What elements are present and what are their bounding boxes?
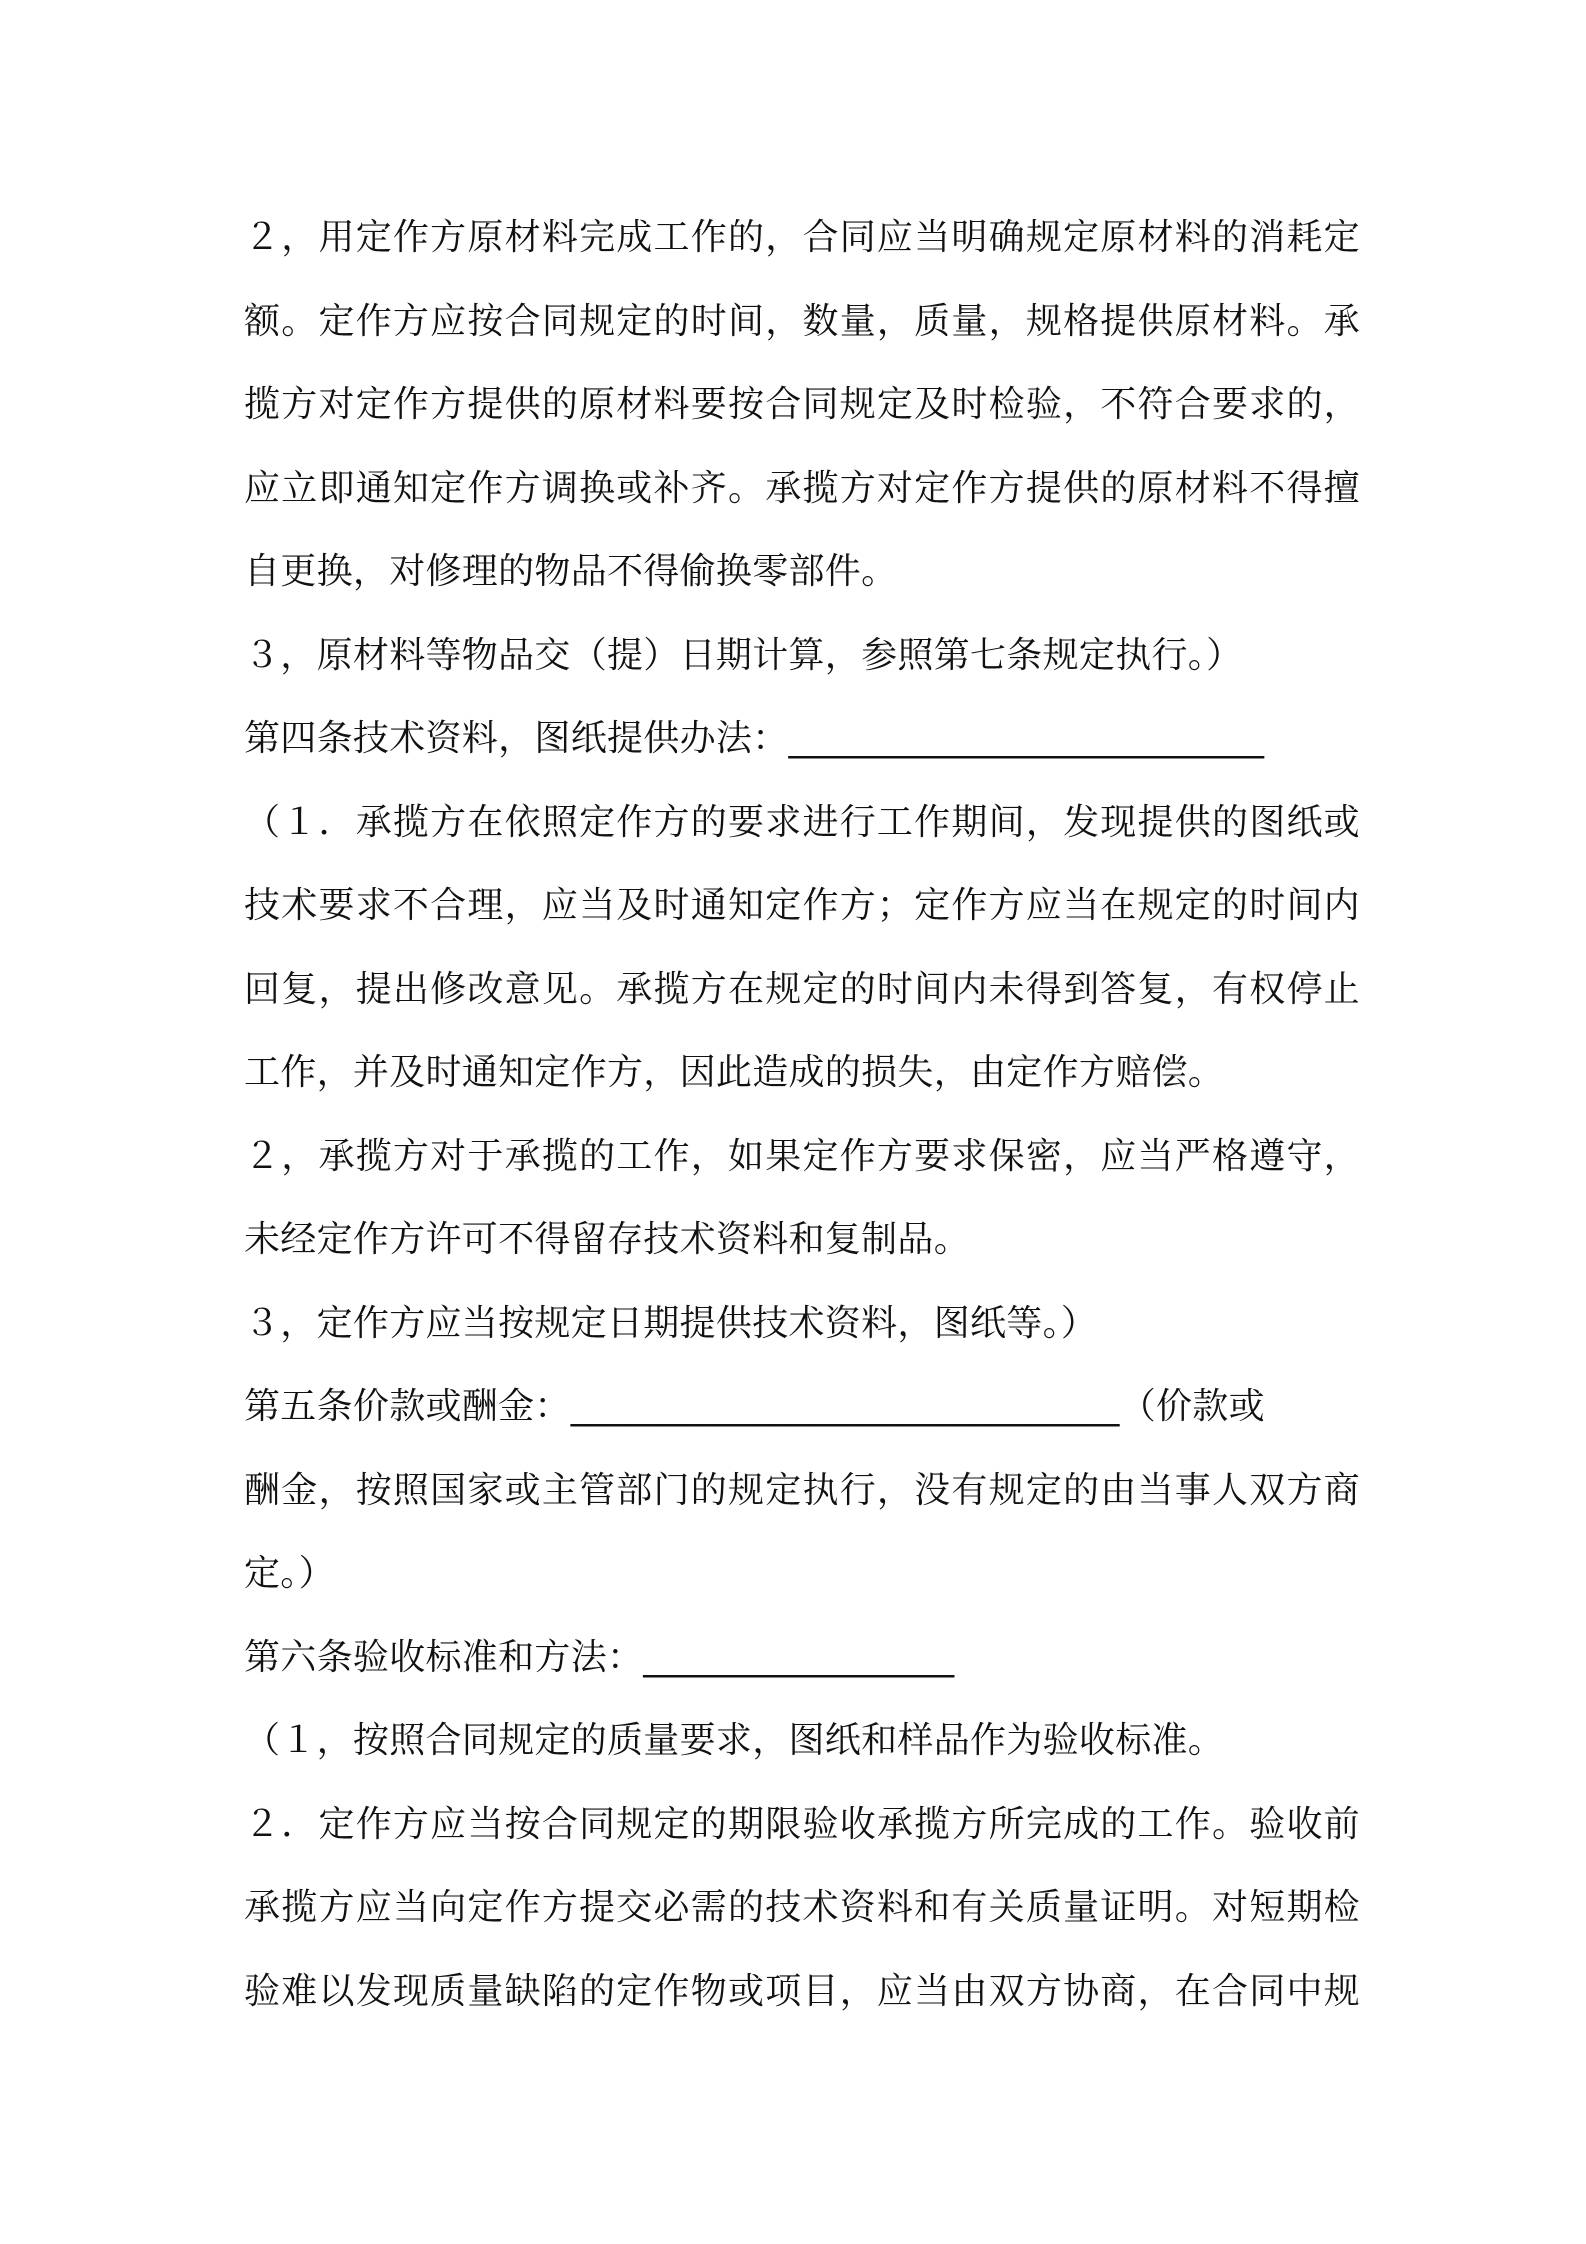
text-line: 第六条验收标准和方法：_________________ (244, 1636, 955, 1678)
text-line: ２，用定作方原材料完成工作的，合同应当明确规定原材料的消耗定 (244, 217, 1360, 258)
text-line: 额。定作方应按合同规定的时间，数量，质量，规格提供原材料。承 (244, 300, 1360, 342)
text-line: 第四条技术资料，图纸提供办法：__________________________ (244, 718, 1265, 759)
text-line: 自更换，对修理的物品不得偷换零部件。 (244, 551, 898, 592)
text-line: 酬金，按照国家或主管部门的规定执行，没有规定的由当事人双方商 (244, 1469, 1360, 1511)
text-line: 定。） (244, 1553, 335, 1594)
text-line: （１，按照合同规定的质量要求，图纸和样品作为验收标准。 (244, 1720, 1225, 1761)
contract-text-body (244, 196, 1360, 2033)
text-line: 揽方对定作方提供的原材料要按合同规定及时检验，不符合要求的， (244, 384, 1360, 425)
text-line: 回复，提出修改意见。承揽方在规定的时间内未得到答复，有权停止 (244, 968, 1360, 1010)
text-line: ３，原材料等物品交（提）日期计算，参照第七条规定执行。） (244, 634, 1243, 676)
text-line: ２．定作方应当按合同规定的期限验收承揽方所完成的工作。验收前 (244, 1803, 1360, 1845)
text-line: 承揽方应当向定作方提交必需的技术资料和有关质量证明。对短期检 (244, 1887, 1360, 1928)
text-line: 第五条价款或酬金：______________________________（价款或 (244, 1386, 1265, 1427)
text-line: 技术要求不合理，应当及时通知定作方；定作方应当在规定的时间内 (244, 885, 1360, 926)
text-line: 验难以发现质量缺陷的定作物或项目，应当由双方协商，在合同中规 (244, 1970, 1360, 2012)
text-line: ３，定作方应当按规定日期提供技术资料，图纸等。） (244, 1302, 1098, 1344)
text-line: 未经定作方许可不得留存技术资料和复制品。 (244, 1219, 971, 1260)
text-line: ２，承揽方对于承揽的工作，如果定作方要求保密，应当严格遵守， (244, 1135, 1360, 1177)
text-line: 应立即通知定作方调换或补齐。承揽方对定作方提供的原材料不得擅 (244, 467, 1360, 509)
text-line: 工作，并及时通知定作方，因此造成的损失，由定作方赔偿。 (244, 1052, 1225, 1093)
text-line: （１．承揽方在依照定作方的要求进行工作期间，发现提供的图纸或 (244, 801, 1360, 843)
